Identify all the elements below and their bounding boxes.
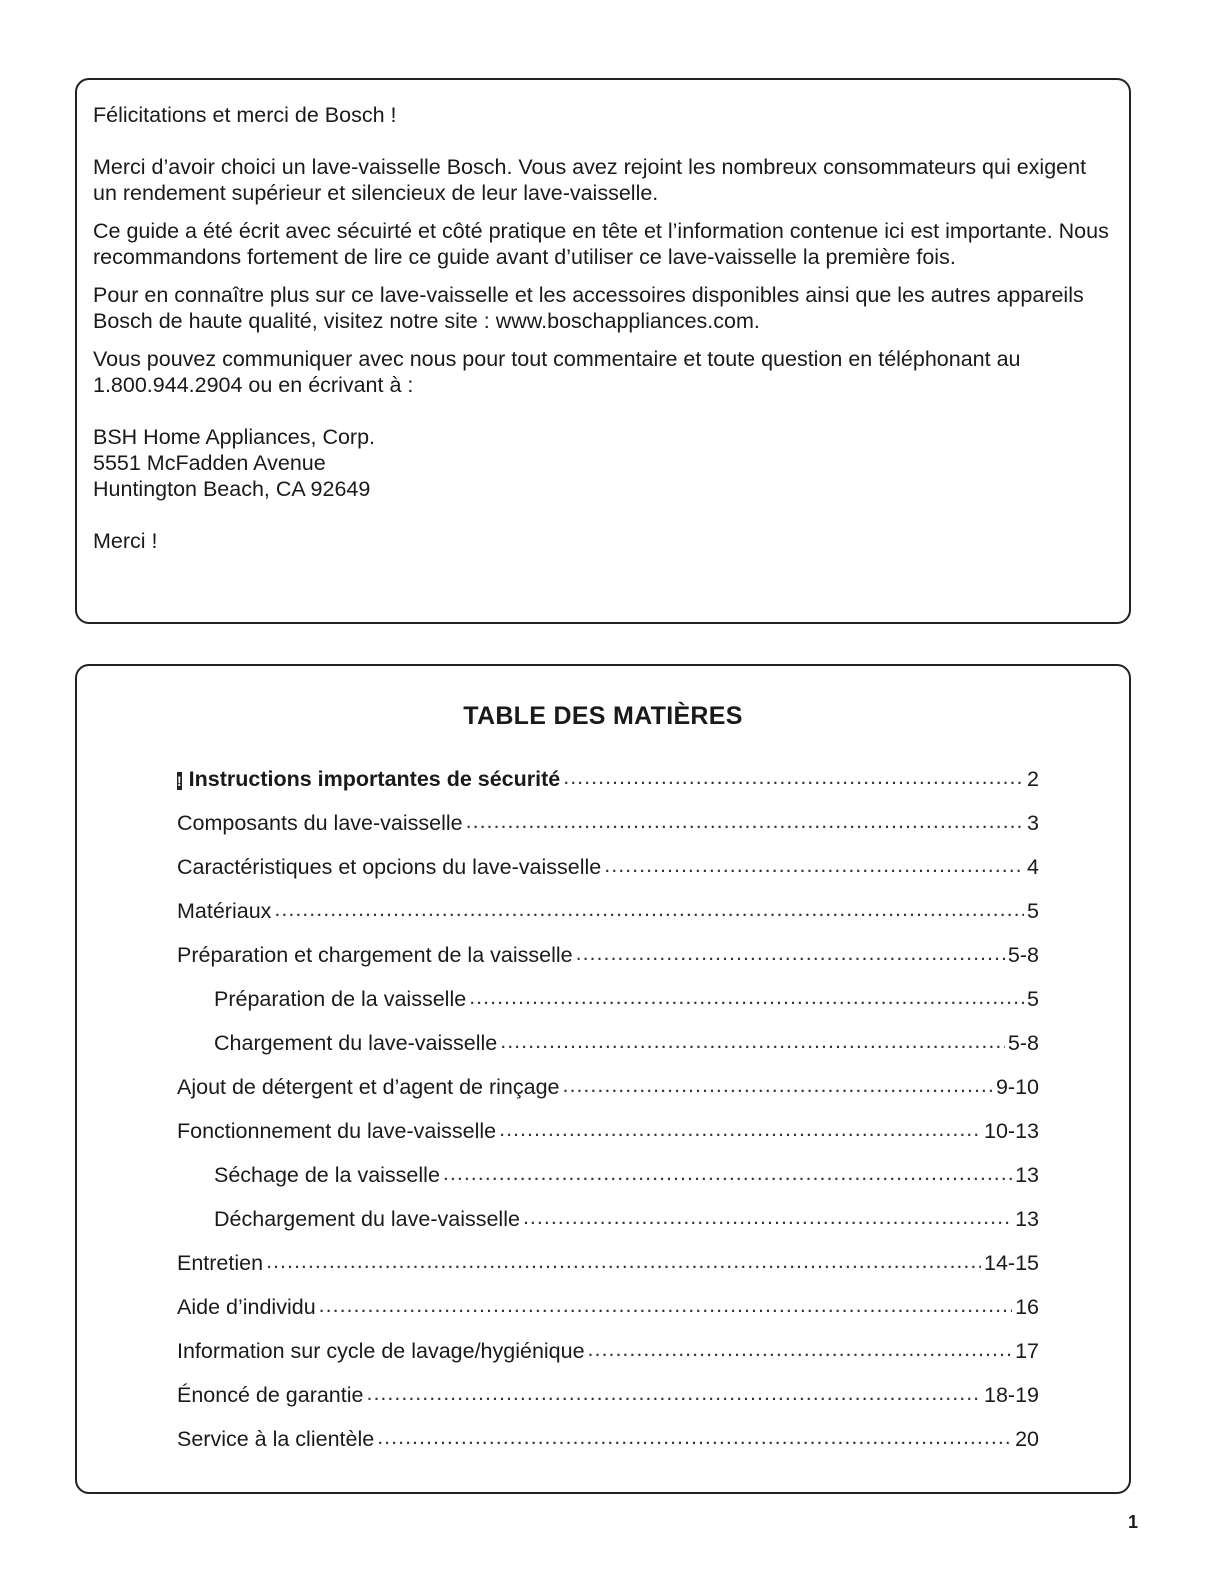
toc-entry-page: 13 xyxy=(1015,1163,1039,1187)
toc-entry-page: 18-19 xyxy=(984,1383,1039,1407)
toc-leader-dots xyxy=(500,1029,1005,1054)
toc-subentry xyxy=(177,1207,1039,1251)
page-number: 1 xyxy=(1128,1512,1139,1532)
toc-entry xyxy=(177,1295,1039,1339)
toc-list xyxy=(177,767,1039,1471)
address-line: Huntington Beach, CA 92649 xyxy=(93,477,371,501)
toc-entry-page: 14-15 xyxy=(984,1251,1039,1275)
toc-entry-label: Énoncé de garantie xyxy=(177,1383,364,1407)
toc-entry xyxy=(177,811,1039,855)
intro-paragraph: Ce guide a été écrit avec sécuirté et côté pratique en tête et l’information contenue ici est importante. Nous recommandons fortement de lire ce guide avant d’utiliser ce lave-vaisselle la première fois. xyxy=(93,219,1109,269)
toc-leader-dots xyxy=(274,897,1024,922)
toc-entry xyxy=(177,1075,1039,1119)
toc-entry-label: Préparation de la vaisselle xyxy=(214,987,467,1011)
toc-title: TABLE DES MATIÈRES xyxy=(463,702,743,730)
toc-entry-page: 5-8 xyxy=(1007,1031,1039,1055)
toc-leader-dots xyxy=(563,765,1024,790)
toc-leader-dots xyxy=(443,1161,1012,1186)
toc-entry xyxy=(177,1383,1039,1427)
toc-entry-page: 10-13 xyxy=(984,1119,1039,1143)
toc-leader-dots xyxy=(466,809,1024,834)
toc-entry-page: 4 xyxy=(1027,855,1039,879)
toc-entry-label: Séchage de la vaisselle xyxy=(214,1163,440,1187)
toc-entry-page: 5 xyxy=(1027,987,1039,1011)
toc-entry-label: Chargement du lave-vaisselle xyxy=(214,1031,498,1055)
toc-entry-label: Ajout de détergent et d’agent de rinçage xyxy=(177,1075,560,1099)
toc-entry-page: 9-10 xyxy=(995,1075,1039,1099)
toc-leader-dots xyxy=(469,985,1024,1010)
intro-paragraph: Pour en connaître plus sur ce lave-vaisselle et les accessoires disponibles ainsi que les autres appareils Bosch de haute qualité, visitez notre site : www.boschappliances.com. xyxy=(93,283,1084,333)
toc-leader-dots xyxy=(588,1337,1013,1362)
toc-leader-dots xyxy=(523,1205,1012,1230)
warning-icon: ! xyxy=(177,773,182,789)
toc-entry xyxy=(177,899,1039,943)
greeting: Félicitations et merci de Bosch ! xyxy=(93,103,397,127)
toc-entry xyxy=(177,1251,1039,1295)
toc-leader-dots xyxy=(366,1381,981,1406)
toc-entry xyxy=(177,1119,1039,1163)
toc-entry-page: 16 xyxy=(1015,1295,1039,1319)
table-of-contents xyxy=(75,664,1131,1494)
toc-entry-label: Instructions importantes de sécurité xyxy=(188,767,561,791)
toc-entry-label: Fonctionnement du lave-vaisselle xyxy=(177,1119,497,1143)
toc-leader-dots xyxy=(266,1249,981,1274)
toc-entry xyxy=(177,1427,1039,1471)
toc-entry-label: Composants du lave-vaisselle xyxy=(177,811,463,835)
toc-entry-page: 5 xyxy=(1027,899,1039,923)
toc-subentry xyxy=(177,1163,1039,1207)
intro-paragraph: Merci d’avoir choici un lave-vaisselle Bosch. Vous avez rejoint les nombreux consommateurs qui exigent un rendement supérieur et silencieux de leur lave-vaisselle. xyxy=(93,155,1087,205)
toc-entry-page: 5-8 xyxy=(1007,943,1039,967)
toc-leader-dots xyxy=(377,1425,1012,1450)
toc-entry-label: Préparation et chargement de la vaisselle xyxy=(177,943,573,967)
toc-entry xyxy=(177,855,1039,899)
toc-entry-page: 3 xyxy=(1027,811,1039,835)
toc-entry-page: 13 xyxy=(1015,1207,1039,1231)
toc-entry-label: Entretien xyxy=(177,1251,264,1275)
address-block xyxy=(93,424,1113,502)
toc-entry-label: Aide d’individu xyxy=(177,1295,316,1319)
toc-entry-page: 20 xyxy=(1015,1427,1039,1451)
toc-entry-label: Service à la clientèle xyxy=(177,1427,375,1451)
closing: Merci ! xyxy=(93,529,158,553)
toc-leader-dots xyxy=(499,1117,981,1142)
toc-entry-label: Déchargement du lave-vaisselle xyxy=(214,1207,520,1231)
toc-subentry xyxy=(177,1031,1039,1075)
toc-entry-label: Caractéristiques et opcions du lave-vaisselle xyxy=(177,855,602,879)
toc-leader-dots xyxy=(563,1073,993,1098)
toc-subentry xyxy=(177,987,1039,1031)
toc-leader-dots xyxy=(604,853,1024,878)
toc-entry-safety xyxy=(177,767,1039,811)
toc-entry-label: Information sur cycle de lavage/hygiénique xyxy=(177,1339,585,1363)
toc-entry-label: Matériaux xyxy=(177,899,272,923)
toc-entry-page: 2 xyxy=(1027,767,1039,791)
toc-entry-page: 17 xyxy=(1015,1339,1039,1363)
intro-box xyxy=(75,78,1131,624)
intro-paragraph: Vous pouvez communiquer avec nous pour tout commentaire et toute question en téléphonant au 1.800.944.2904 ou en écrivant à : xyxy=(93,347,1021,397)
toc-entry xyxy=(177,1339,1039,1383)
address-line: 5551 McFadden Avenue xyxy=(93,451,326,475)
address-line: BSH Home Appliances, Corp. xyxy=(93,425,376,449)
toc-entry xyxy=(177,943,1039,987)
toc-leader-dots xyxy=(319,1293,1012,1318)
toc-leader-dots xyxy=(576,941,1005,966)
